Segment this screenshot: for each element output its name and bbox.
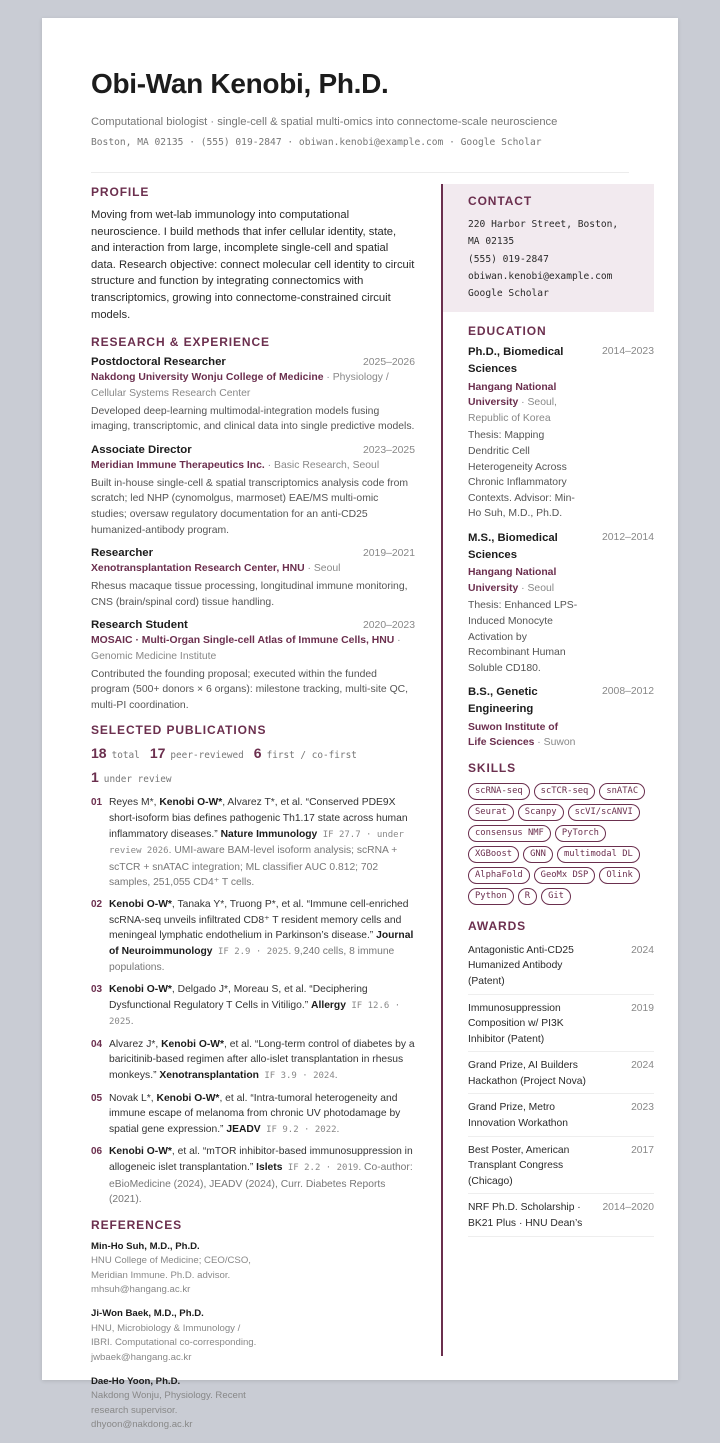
skills-heading: SKILLS xyxy=(468,760,517,775)
job-entry xyxy=(91,444,415,538)
publication-note: . 9,240 cells, 8 immune populations. xyxy=(109,945,395,974)
stat-item xyxy=(253,745,357,762)
job-header xyxy=(91,619,415,631)
publication-note: . xyxy=(334,1069,338,1081)
header-divider xyxy=(91,172,629,173)
contact-line-item: (555) 019-2847 xyxy=(468,253,549,265)
skill-chip: Seurat xyxy=(468,804,514,821)
education-entry xyxy=(468,344,654,522)
journal-name: Islets xyxy=(256,1161,283,1173)
citation-title: , et al. “mTOR inhibitor-based immunosuppression in allogeneic islet transplantation.” xyxy=(109,1146,413,1173)
skill-chip: AlphaFold xyxy=(468,867,530,884)
reference-email: jwbaek@hangang.ac.kr xyxy=(91,1351,192,1363)
contact-line-item: obiwan.kenobi@example.com xyxy=(468,270,613,282)
contact-box xyxy=(443,184,654,312)
award-item xyxy=(468,1194,654,1236)
institution-name: Suwon Institute of Life Sciences xyxy=(468,721,559,749)
job-entry xyxy=(91,619,415,713)
job-header xyxy=(91,444,415,456)
publications-heading: SELECTED PUBLICATIONS xyxy=(91,723,267,738)
job-description: Built in-house single-cell & spatial transcriptomics analysis code from scratch; led NHP (cynomolgus, marmoset) EAE/MS multi-omic studies; oversaw regulatory documentation for an anti-CD25 humanized-antibody program. xyxy=(91,477,409,536)
journal-meta: IF 12.6 · 2025 xyxy=(109,1000,401,1028)
publication-number: 04 xyxy=(91,1038,103,1050)
contact-details xyxy=(468,216,629,302)
citation-title: , Delgado J*, Moreau S, et al. “Deciphering Dysfunctional Regulatory T Cells in Vitiligo.” xyxy=(109,984,368,1011)
profile-heading: PROFILE xyxy=(91,185,150,199)
journal-meta: IF 9.2 · 2022 xyxy=(260,1124,337,1135)
education-entry xyxy=(468,530,654,676)
self-author: Kenobi O-W* xyxy=(161,1038,224,1050)
self-author: Kenobi O-W* xyxy=(109,984,172,995)
job-title: Postdoctoral Researcher xyxy=(91,356,226,369)
publication-citation xyxy=(109,897,415,976)
stat-item xyxy=(91,769,172,786)
award-title: Antagonistic Anti-CD25 Humanized Antibody (Patent) xyxy=(468,944,574,987)
publication-number: 03 xyxy=(91,984,103,995)
job-description: Rhesus macaque tissue processing, longitudinal immune monitoring, CNS (brain/spinal cord) tissue handling. xyxy=(91,580,408,608)
publication-note: . xyxy=(336,1123,340,1135)
publication-number: 06 xyxy=(91,1146,103,1158)
stat-label: under review xyxy=(103,774,172,786)
authors-before: Reyes M*, xyxy=(109,797,160,809)
publication-citation xyxy=(109,1144,415,1207)
publication-citation xyxy=(109,1091,415,1139)
education-institution xyxy=(468,380,578,427)
education-section xyxy=(443,324,654,750)
organization-location: · Genomic Medicine Institute xyxy=(91,635,401,662)
skill-chip: Olink xyxy=(599,867,639,884)
reference-description: HNU, Microbiology & Immunology / IBRI. Computational co-corresponding. xyxy=(91,1322,257,1349)
job-title: Researcher xyxy=(91,547,154,560)
job-title: Research Student xyxy=(91,619,188,632)
job-organization xyxy=(91,458,415,474)
skill-chip: Scanpy xyxy=(518,804,564,821)
publication-citation xyxy=(109,982,415,1031)
education-years: 2012–2014 xyxy=(601,532,654,544)
stat-number: 1 xyxy=(91,769,99,786)
reference-list xyxy=(91,1240,415,1443)
skill-chip: XGBoost xyxy=(468,846,519,863)
job-years: 2020–2023 xyxy=(362,620,415,632)
education-entry xyxy=(468,684,654,750)
awards-list xyxy=(468,937,654,1237)
contact-heading: CONTACT xyxy=(468,194,533,208)
resume-header xyxy=(91,68,629,148)
reference-email: dhyoon@nakdong.ac.kr xyxy=(91,1419,193,1431)
stat-number: 6 xyxy=(253,745,262,762)
award-year: 2014–2020 xyxy=(602,1202,654,1214)
education-institution xyxy=(468,565,578,596)
stat-item xyxy=(149,745,244,762)
education-details xyxy=(468,344,578,522)
contact-line-item: Google Scholar xyxy=(468,288,549,300)
stat-label: peer-reviewed xyxy=(170,750,244,762)
publication-item xyxy=(91,982,415,1031)
citation-title: , et al. “Intra-tumoral heterogeneity and immune escape of melanoma from chronic UV photodamage by spatial gene expression.” xyxy=(109,1092,401,1135)
publication-note: . UMI-aware BAM-level isoform analysis; scRNA + scTCR + snATAC integration; ML classifier AUC 0.812; 702 samples, 251,055 CD4⁺ T cells. xyxy=(109,845,398,889)
skill-chip: Git xyxy=(541,888,571,905)
reference-email: mhsuh@hangang.ac.kr xyxy=(91,1283,191,1295)
publication-citation xyxy=(109,1037,415,1085)
self-author: Kenobi O-W* xyxy=(109,1146,172,1158)
publication-note: . xyxy=(130,1016,134,1028)
authors-before: Alvarez J*, xyxy=(109,1038,162,1050)
education-details xyxy=(468,684,578,750)
reference-description: HNU College of Medicine; CEO/CSO, Meridian Immune. Ph.D. advisor. xyxy=(91,1255,251,1281)
journal-meta: IF 27.7 · under review 2026 xyxy=(109,829,404,857)
skill-chip: GeoMx DSP xyxy=(534,867,596,884)
journal-name: Journal of Neuroimmunology xyxy=(109,930,414,957)
main-column xyxy=(91,184,415,1443)
organization-location: · Seoul xyxy=(304,563,341,575)
skill-chip: scRNA-seq xyxy=(468,783,530,800)
award-item xyxy=(468,1137,654,1195)
institution-name: Hangang National University xyxy=(468,567,557,594)
thesis: Thesis: Mapping Dendritic Cell Heterogeneity Across Chronic Inflammatory Contexts. Advisor: Min-Ho Suh, M.D., Ph.D. xyxy=(468,430,575,520)
authors-before: Novak L*, xyxy=(109,1092,157,1104)
stat-label: total xyxy=(111,750,140,762)
award-year: 2017 xyxy=(631,1144,654,1156)
awards-heading: AWARDS xyxy=(468,918,527,933)
organization-name: Xenotransplantation Research Center, HNU xyxy=(91,563,305,575)
reference-item xyxy=(91,1375,257,1433)
job-description: Contributed the founding proposal; executed within the funded program (500+ donors × 6 organs): milestone tracking, multi-site QC, multi-PI coordination. xyxy=(91,668,409,711)
job-years: 2019–2021 xyxy=(362,548,415,560)
job-title: Associate Director xyxy=(91,443,192,456)
journal-name: Allergy xyxy=(311,999,346,1011)
journal-name: Nature Immunology xyxy=(220,828,318,840)
stats-row xyxy=(91,769,415,785)
institution-name: Hangang National University xyxy=(468,381,557,409)
stat-label: first / co-first xyxy=(266,750,357,762)
award-item xyxy=(468,1094,654,1136)
job-years: 2023–2025 xyxy=(362,444,415,456)
stats-row xyxy=(91,745,415,761)
degree: B.S., Genetic Engineering xyxy=(468,686,538,715)
journal-name: Xenotransplantation xyxy=(159,1069,259,1081)
citation-title: , et al. “Long-term control of diabetes by a baricitinib-based regimen after allo-islet transplantation in rhesus monkeys.” xyxy=(109,1038,415,1081)
degree: M.S., Biomedical Sciences xyxy=(468,532,558,561)
publication-number: 05 xyxy=(91,1092,103,1104)
sidebar-column xyxy=(443,184,654,1237)
job-header xyxy=(91,356,415,368)
job-description: Developed deep-learning multimodal-integration models fusing imaging, transcriptomic, and clinical data into single predictive models. xyxy=(91,405,415,433)
skill-chip: R xyxy=(518,888,537,905)
publication-item xyxy=(91,795,415,891)
publication-item xyxy=(91,1037,415,1085)
organization-location: · Basic Research, Seoul xyxy=(264,459,380,471)
education-years: 2008–2012 xyxy=(601,686,654,698)
award-item xyxy=(468,1052,654,1094)
publication-list xyxy=(91,795,415,1207)
education-details xyxy=(468,530,578,676)
skill-chip: GNN xyxy=(523,846,553,863)
self-author: Kenobi O-W* xyxy=(156,1092,220,1104)
job-entry xyxy=(91,547,415,610)
journal-name: JEADV xyxy=(226,1123,261,1135)
skills-list xyxy=(468,783,654,909)
thesis: Thesis: Enhanced LPS-Induced Monocyte Activation by Recombinant Human Soluble CD180. xyxy=(468,600,578,674)
job-organization xyxy=(91,561,415,577)
reference-description: Nakdong Wonju, Physiology. Recent research supervisor. xyxy=(91,1390,246,1416)
publication-item xyxy=(91,1144,415,1207)
award-title: Best Poster, American Transplant Congress (Chicago) xyxy=(468,1144,570,1187)
skill-chip: multimodal DL xyxy=(557,846,640,863)
citation-title: , Alvarez T*, et al. “Conserved PDE9X short-isoform bias defines pathogenic Th1.17 state across human inflammatory diseases.” xyxy=(109,797,408,840)
skill-chip: consensus NMF xyxy=(468,825,551,842)
award-title: NRF Ph.D. Scholarship · BK21 Plus · HNU Dean’s xyxy=(468,1202,583,1230)
award-title: Immunosuppression Composition w/ PI3K Inhibitor (Patent) xyxy=(468,1002,564,1045)
journal-meta: IF 2.9 · 2025 xyxy=(212,946,289,957)
self-author: Kenobi O-W* xyxy=(159,797,223,809)
job-header xyxy=(91,547,415,559)
education-years: 2014–2023 xyxy=(601,346,654,358)
skill-chip: scTCR-seq xyxy=(534,783,596,800)
education-heading: EDUCATION xyxy=(468,324,547,339)
award-title: Grand Prize, AI Builders Hackathon (Project Nova) xyxy=(468,1060,586,1087)
publication-number: 02 xyxy=(91,899,103,911)
skill-chip: scVI/scANVI xyxy=(568,804,640,821)
organization-name: MOSAIC · Multi-Organ Single-cell Atlas of Immune Cells, HNU xyxy=(91,635,395,647)
skills-section xyxy=(443,761,654,909)
journal-meta: IF 3.9 · 2024 xyxy=(258,1070,335,1081)
citation-title: , Tanaka Y*, Truong P*, et al. “Immune cell-enriched scRNA-seq unveils infiltrated CD8⁺ T resident memory cells and meningeal lymphatic endothelium in Parkinson’s disease.” xyxy=(109,899,409,942)
organization-location: · Physiology / Cellular Systems Research Center xyxy=(91,372,389,399)
publication-number: 01 xyxy=(91,797,103,809)
publication-stats xyxy=(91,745,415,785)
award-year: 2024 xyxy=(631,1060,654,1072)
contact-line-item: 220 Harbor Street, Boston, MA 02135 xyxy=(468,219,619,248)
award-item xyxy=(468,937,654,995)
education-list xyxy=(468,344,654,750)
institution-location: · Seoul, Republic of Korea xyxy=(468,397,557,424)
skill-chip: Python xyxy=(468,888,514,905)
journal-meta: IF 2.2 · 2019 xyxy=(282,1162,359,1173)
job-entry xyxy=(91,356,415,435)
award-year: 2024 xyxy=(631,944,654,956)
job-years: 2025–2026 xyxy=(362,357,415,369)
reference-item xyxy=(91,1240,257,1298)
awards-section xyxy=(443,919,654,1237)
contact-line: Boston, MA 02135 · (555) 019-2847 · obiwan.kenobi@example.com · Google Scholar xyxy=(91,137,542,148)
skill-chip: snATAC xyxy=(599,783,645,800)
candidate-name: Obi-Wan Kenobi, Ph.D. xyxy=(91,68,389,99)
experience-list xyxy=(91,356,415,713)
experience-heading: RESEARCH & EXPERIENCE xyxy=(91,335,270,350)
institution-location: · Suwon xyxy=(534,737,576,749)
profile-text: Moving from wet-lab immunology into computational neuroscience. I build methods that infer cellular identity, state, and interaction from large, incomplete single-cell and spatial data. Research objective: connect molecular cell identity to circuit structure and function by integrating connectomics with transcriptomics, growing into connectome-constrained circuit models. xyxy=(91,209,415,321)
publication-item xyxy=(91,1091,415,1139)
job-organization xyxy=(91,370,415,402)
stat-number: 18 xyxy=(91,745,107,762)
reference-item xyxy=(91,1307,257,1365)
education-institution xyxy=(468,720,578,751)
publication-note: . Co-author: eBioMedicine (2024), JEADV (2024), Curr. Diabetes Reports (2021). xyxy=(109,1161,413,1206)
headline: Computational biologist · single-cell & spatial multi-omics into connectome-scale neuroscience xyxy=(91,116,558,128)
reference-name: Dae-Ho Yoon, Ph.D. xyxy=(91,1375,181,1387)
organization-name: Nakdong University Wonju College of Medicine xyxy=(91,372,324,384)
publication-citation xyxy=(109,795,415,891)
skill-chip: PyTorch xyxy=(555,825,606,842)
reference-name: Ji-Won Baek, M.D., Ph.D. xyxy=(91,1308,204,1320)
award-title: Grand Prize, Metro Innovation Workathon xyxy=(468,1102,568,1130)
stat-item xyxy=(91,745,140,762)
reference-name: Min-Ho Suh, M.D., Ph.D. xyxy=(91,1240,200,1252)
job-organization xyxy=(91,633,415,665)
references-heading: REFERENCES xyxy=(91,1217,183,1232)
organization-name: Meridian Immune Therapeutics Inc. xyxy=(91,459,265,471)
award-item xyxy=(468,995,654,1053)
stat-number: 17 xyxy=(149,745,166,762)
publication-item xyxy=(91,897,415,976)
resume-page xyxy=(42,18,678,1431)
institution-location: · Seoul xyxy=(518,582,555,594)
award-year: 2023 xyxy=(631,1102,654,1114)
self-author: Kenobi O-W* xyxy=(109,899,172,911)
degree: Ph.D., Biomedical Sciences xyxy=(468,346,564,376)
award-year: 2019 xyxy=(631,1002,654,1014)
